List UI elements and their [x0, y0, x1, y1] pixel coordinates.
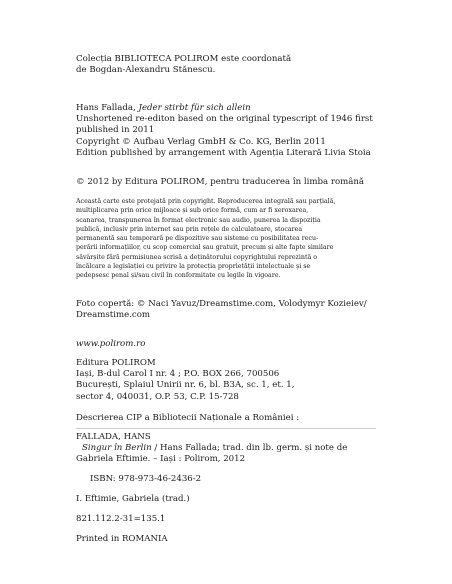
original-title-line: [76, 103, 376, 114]
cip-record: [76, 432, 376, 466]
translator: I. Eftimie, Gabriela (trad.): [76, 494, 190, 504]
legal-notice-line: multiplicarea prin orice mijloace și sub orice formă, cum ar fi xeroxarea,: [76, 207, 309, 215]
photo-credit-line-2: Dreamstime.com: [76, 310, 151, 321]
series-note: [76, 54, 376, 76]
legal-notice-line: încălcare a legislației cu privire la protecția proprietății intelectuale și se: [76, 263, 311, 271]
copyright-line: Copyright © Aufbau Verlag GmbH & Co. KG, Berlin 2011: [76, 136, 326, 147]
cip-rest-1: / Hans Fallada; trad. din lb. germ. și note de: [151, 443, 348, 454]
cip-heading-line: Descrierea CIP a Bibliotecii Naționale a României :: [76, 413, 300, 423]
legal-notice-line: săvârșite fără permisiunea scrisă a deținătorului copyrightului reprezintă o: [76, 253, 318, 261]
legal-notice-line: pedepsesc penal și/sau civil în conformitate cu legile în vigoare.: [76, 272, 281, 280]
cip-title: Singur în Berlin: [82, 443, 152, 454]
legal-notice-line: publică, inclusiv prin internet sau prin rețele de calculatoare, stocarea: [76, 225, 303, 233]
original-edition-info: [76, 103, 376, 159]
legal-notice-line: permanentă sau temporară pe dispozitive sau sisteme cu posibilitatea recu-: [76, 235, 319, 243]
publisher-address: [76, 358, 376, 403]
cip-divider: [76, 428, 376, 429]
printed: Printed in ROMANIA: [76, 534, 168, 544]
photo-credit: [76, 299, 376, 321]
cip-title-line: [76, 443, 376, 454]
website: [76, 339, 376, 350]
translation-copyright-line: © 2012 by Editura POLIROM, pentru traducerea în limba română: [76, 177, 365, 187]
udc: 821.112.2-31=135.1: [76, 514, 166, 524]
legal-notice-line: Această carte este protejată prin copyright. Reproducerea integrală sau parțială,: [76, 198, 336, 205]
address-line-1: Iași, B-dul Carol I nr. 4 ; P.O. BOX 266, 700506: [76, 369, 280, 380]
publisher-name: Editura POLIROM: [76, 358, 156, 368]
legal-notice: [76, 197, 376, 281]
legal-notice-line: perării informațiilor, cu scop comercial sau gratuit, precum și alte fapte similare: [76, 244, 334, 252]
printed-block: [76, 534, 376, 545]
address-line-3: sector 4, 040031, O.P. 53, C.P. 15-728: [76, 391, 239, 402]
cip-author: FALLADA, HANS: [76, 432, 151, 442]
legal-notice-line: scanarea, transpunerea în format electronic sau audio, punerea la dispoziția: [76, 216, 321, 224]
edition-line-2: published in 2011: [76, 125, 155, 136]
website-url: www.polirom.ro: [76, 339, 146, 349]
arrangement-line: Edition published by arrangement with Agenția Literară Livia Stoia: [76, 147, 371, 158]
edition-line-1: Unshortened re-editon based on the original typescript of 1946 first: [76, 114, 373, 125]
isbn: ISBN: 978-973-46-2436-2: [90, 474, 202, 484]
original-author: Hans Fallada,: [76, 103, 139, 113]
translation-copyright: [76, 177, 376, 188]
address-line-2: București, Splaiul Unirii nr. 6, bl. B3A, sc. 1, et. 1,: [76, 380, 295, 391]
cip-heading: [76, 413, 376, 424]
series-line-2: de Bogdan-Alexandru Stănescu.: [76, 65, 216, 76]
cip-rest-2: Gabriela Eftimie. – Iași : Polirom, 2012: [76, 454, 246, 465]
series-line-1: Colecția BIBLIOTECA POLIROM este coordonată: [76, 54, 292, 64]
udc-block: [76, 514, 376, 525]
original-title: Jeder stirbt für sich allein: [138, 103, 251, 113]
photo-credit-line-1: Foto copertă: © Naci Yavuz/Dreamstime.com, Volodymyr Kozieiev/: [76, 299, 367, 309]
translator-block: [76, 494, 376, 505]
isbn-block: [76, 474, 376, 485]
